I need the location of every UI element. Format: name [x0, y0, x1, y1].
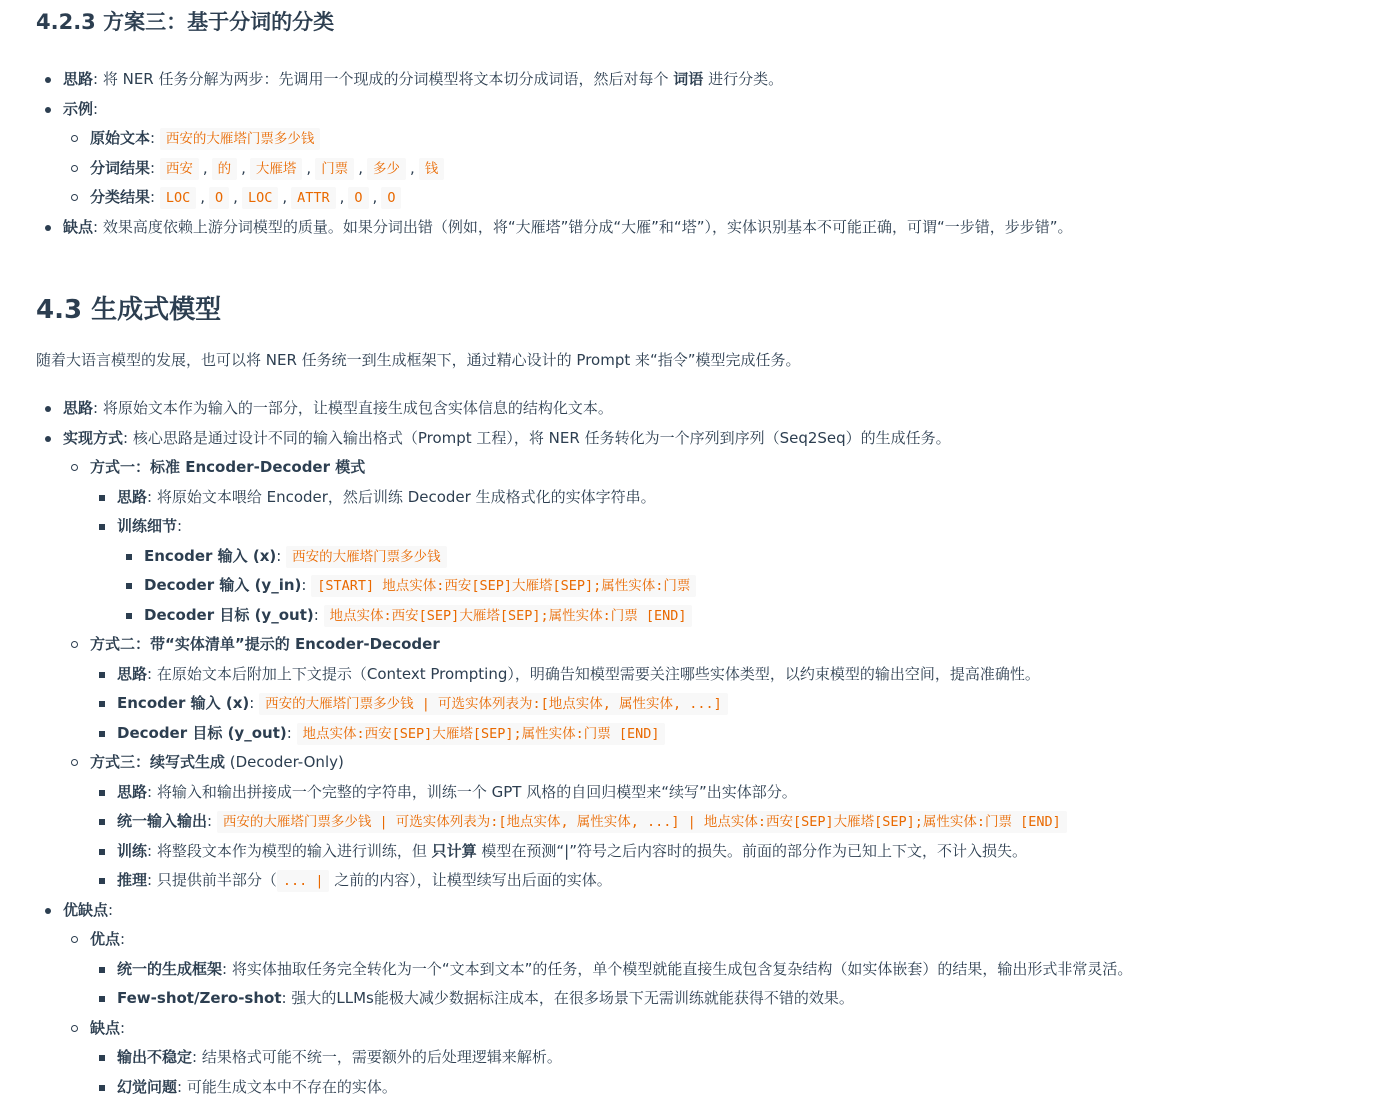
- method3-title: 方式三：续写式生成: [90, 753, 225, 771]
- list-item: 训练细节:: [117, 512, 1132, 542]
- list-item: [63, 95, 1073, 125]
- nested-list-container: [63, 925, 1132, 1102]
- encoder-input-label: Encoder 输入 (x): [144, 547, 276, 565]
- decoder-input-label: Decoder 输入 (y_in): [144, 576, 301, 594]
- code-token: O: [209, 187, 229, 209]
- nested-list-container: [63, 124, 1073, 213]
- code-token: ATTR: [291, 187, 336, 209]
- list-item: [90, 748, 1132, 778]
- con-text: : 结果格式可能不统一，需要额外的后处理逻辑来解析。: [192, 1048, 562, 1066]
- code-token: LOC: [242, 187, 278, 209]
- bold-term: 词语: [673, 70, 703, 88]
- idea-label: 思路: [63, 399, 93, 417]
- section-heading-4-2-3: 4.2.3 方案三：基于分词的分类: [36, 6, 334, 36]
- list-item: [63, 65, 1073, 95]
- pro-label: 统一的生成框架: [117, 960, 222, 978]
- list-item: [63, 394, 1132, 424]
- code-encoder-input: 西安的大雁塔门票多少钱 | 可选实体列表为:[地点实体, 属性实体, ...]: [259, 693, 728, 715]
- method1-title: 方式一：标准 Encoder-Decoder 模式: [90, 458, 365, 476]
- inference-label: 推理: [117, 871, 147, 889]
- code-encoder-input: 西安的大雁塔门票多少钱: [286, 546, 447, 568]
- nested-list-container: [63, 453, 1132, 896]
- list-item: [63, 424, 1132, 454]
- con-label: 输出不稳定: [117, 1048, 192, 1066]
- generative-list: [36, 394, 1132, 1102]
- idea-label: 思路: [63, 70, 93, 88]
- idea-text: : 将输入和输出拼接成一个完整的字符串，训练一个 GPT 风格的自回归模型来“续写”出实体部分。: [147, 783, 797, 801]
- nested-list-container: [90, 483, 1132, 631]
- section-intro: 随着大语言模型的发展，也可以将 NER 任务统一到生成框架下，通过精心设计的 Prompt 来“指令”模型完成任务。: [36, 347, 801, 373]
- list-item: [90, 630, 1132, 660]
- training-details-sublist: [117, 542, 1132, 631]
- code-token: 门票: [315, 158, 354, 180]
- methods-list: [63, 453, 1132, 896]
- list-item: Decoder 输入 (y_in): [START] 地点实体:西安[SEP]大雁塔[SEP];属性实体:门票: [144, 571, 1132, 601]
- inference-text: : 只提供前半部分（: [147, 871, 277, 889]
- nested-list-container: [90, 955, 1132, 1014]
- inference-tail: 之前的内容），让模型续写出后面的实体。: [329, 871, 611, 889]
- decoder-target-label: Decoder 目标 (y_out): [117, 724, 287, 742]
- list-item: [117, 483, 1132, 513]
- list-item: 统一输入输出: 西安的大雁塔门票多少钱 | 可选实体列表为:[地点实体, 属性实体, ...] | 地点实体:西安[SEP]大雁塔[SEP];属性实体:门票 [END]: [117, 807, 1132, 837]
- approach3-list: [36, 65, 1073, 242]
- code-token: 多少: [367, 158, 406, 180]
- code-token: LOC: [160, 187, 196, 209]
- idea-tail: 进行分类。: [703, 70, 783, 88]
- example-label: 示例: [63, 100, 93, 118]
- code-unified-io: 西安的大雁塔门票多少钱 | 可选实体列表为:[地点实体, 属性实体, ...] | 地点实体:西安[SEP]大雁塔[SEP];属性实体:门票 [END]: [217, 811, 1067, 833]
- list-item: [117, 955, 1132, 985]
- original-text-label: 原始文本: [90, 129, 150, 147]
- classification-label: 分类结果: [90, 188, 150, 206]
- code-token: 大雁塔: [250, 158, 303, 180]
- training-label: 训练: [117, 842, 147, 860]
- code-original-text: 西安的大雁塔门票多少钱: [160, 128, 321, 150]
- pros-cons-label: 优缺点: [63, 901, 108, 919]
- training-details-label: 训练细节: [117, 517, 177, 535]
- segmentation-label: 分词结果: [90, 159, 150, 177]
- code-token: 的: [212, 158, 238, 180]
- nested-list-container: [117, 542, 1132, 631]
- list-item: [117, 778, 1132, 808]
- list-item: 缺点:: [90, 1014, 1132, 1044]
- method2-title: 方式二：带“实体清单”提示的 Encoder-Decoder: [90, 635, 440, 653]
- code-token: O: [348, 187, 368, 209]
- code-inference: ... |: [277, 870, 330, 892]
- list-item: [117, 984, 1132, 1014]
- colon: :: [93, 100, 98, 118]
- nested-list-container: [90, 1043, 1132, 1102]
- list-item: [117, 660, 1132, 690]
- unified-io-label: 统一输入输出: [117, 812, 207, 830]
- idea-text: : 将原始文本喂给 Encoder，然后训练 Decoder 生成格式化的实体字符串。: [147, 488, 656, 506]
- pros-cons-sublist: [63, 925, 1132, 1102]
- training-text: : 将整段文本作为模型的输入进行训练，但: [147, 842, 432, 860]
- nested-list-container: [90, 660, 1132, 749]
- list-item: [63, 213, 1073, 243]
- con-label: 幻觉问题: [117, 1078, 177, 1096]
- method3-sublist: [90, 778, 1132, 896]
- idea-text: : 将原始文本作为输入的一部分，让模型直接生成包含实体信息的结构化文本。: [93, 399, 613, 417]
- impl-text: : 核心思路是通过设计不同的输入输出格式（Prompt 工程），将 NER 任务转化为一个序列到序列（Seq2Seq）的生成任务。: [123, 429, 951, 447]
- list-item: 原始文本: 西安的大雁塔门票多少钱: [90, 124, 1073, 154]
- cons-sublist: [90, 1043, 1132, 1102]
- code-decoder-target: 地点实体:西安[SEP]大雁塔[SEP];属性实体:门票 [END]: [324, 605, 693, 627]
- example-sublist: [63, 124, 1073, 213]
- method2-sublist: [90, 660, 1132, 749]
- pros-label: 优点: [90, 930, 120, 948]
- section-heading-4-3: 4.3 生成式模型: [36, 289, 221, 326]
- code-decoder-target: 地点实体:西安[SEP]大雁塔[SEP];属性实体:门票 [END]: [297, 723, 666, 745]
- cons-label: 缺点: [90, 1019, 120, 1037]
- con-text: : 可能生成文本中不存在的实体。: [177, 1078, 397, 1096]
- list-item: [117, 837, 1132, 867]
- method3-title-tail: (Decoder-Only): [225, 753, 344, 771]
- list-item: [90, 453, 1132, 483]
- bold-term: 只计算: [432, 842, 477, 860]
- impl-label: 实现方式: [63, 429, 123, 447]
- list-item: 分类结果: LOC , O , LOC , ATTR , O , O: [90, 183, 1073, 213]
- pros-sublist: [90, 955, 1132, 1014]
- training-tail: 模型在预测“|”符号之后内容时的损失。前面的部分作为已知上下文，不计入损失。: [477, 842, 1027, 860]
- code-decoder-input: [START] 地点实体:西安[SEP]大雁塔[SEP];属性实体:门票: [311, 575, 696, 597]
- idea-text: : 将 NER 任务分解为两步：先调用一个现成的分词模型将文本切分成词语，然后对每个: [93, 70, 673, 88]
- list-item: Encoder 输入 (x): 西安的大雁塔门票多少钱 | 可选实体列表为:[地点实体, 属性实体, ...]: [117, 689, 1132, 719]
- idea-label: 思路: [117, 783, 147, 801]
- list-item: 分词结果: 西安 , 的 , 大雁塔 , 门票 , 多少 , 钱: [90, 154, 1073, 184]
- pro-text: : 强大的LLMs能极大减少数据标注成本，在很多场景下无需训练就能获得不错的效果。: [282, 989, 854, 1007]
- idea-label: 思路: [117, 665, 147, 683]
- code-token: 钱: [419, 158, 445, 180]
- cons-text: : 效果高度依赖上游分词模型的质量。如果分词出错（例如，将“大雁塔”错分成“大雁”和“塔”），实体识别基本不可能正确，可谓“一步错，步步错”。: [93, 218, 1073, 236]
- decoder-target-label: Decoder 目标 (y_out): [144, 606, 314, 624]
- list-item: Encoder 输入 (x): 西安的大雁塔门票多少钱: [144, 542, 1132, 572]
- cons-label: 缺点: [63, 218, 93, 236]
- list-item: Decoder 目标 (y_out): 地点实体:西安[SEP]大雁塔[SEP];属性实体:门票 [END]: [117, 719, 1132, 749]
- list-item: Decoder 目标 (y_out): 地点实体:西安[SEP]大雁塔[SEP];属性实体:门票 [END]: [144, 601, 1132, 631]
- pro-text: : 将实体抽取任务完全转化为一个“文本到文本”的任务，单个模型就能直接生成包含复杂结构（如实体嵌套）的结果，输出形式非常灵活。: [222, 960, 1132, 978]
- idea-label: 思路: [117, 488, 147, 506]
- pro-label: Few-shot/Zero-shot: [117, 989, 282, 1007]
- encoder-input-label: Encoder 输入 (x): [117, 694, 249, 712]
- list-item: [117, 1043, 1132, 1073]
- list-item: 优缺点:: [63, 896, 1132, 926]
- list-item: [117, 866, 1132, 896]
- code-token: O: [381, 187, 401, 209]
- idea-text: : 在原始文本后附加上下文提示（Context Prompting），明确告知模型需要关注哪些实体类型，以约束模型的输出空间，提高准确性。: [147, 665, 1040, 683]
- method1-sublist: [90, 483, 1132, 631]
- list-item: [117, 1073, 1132, 1102]
- code-token: 西安: [160, 158, 199, 180]
- list-item: 优点:: [90, 925, 1132, 955]
- nested-list-container: [90, 778, 1132, 896]
